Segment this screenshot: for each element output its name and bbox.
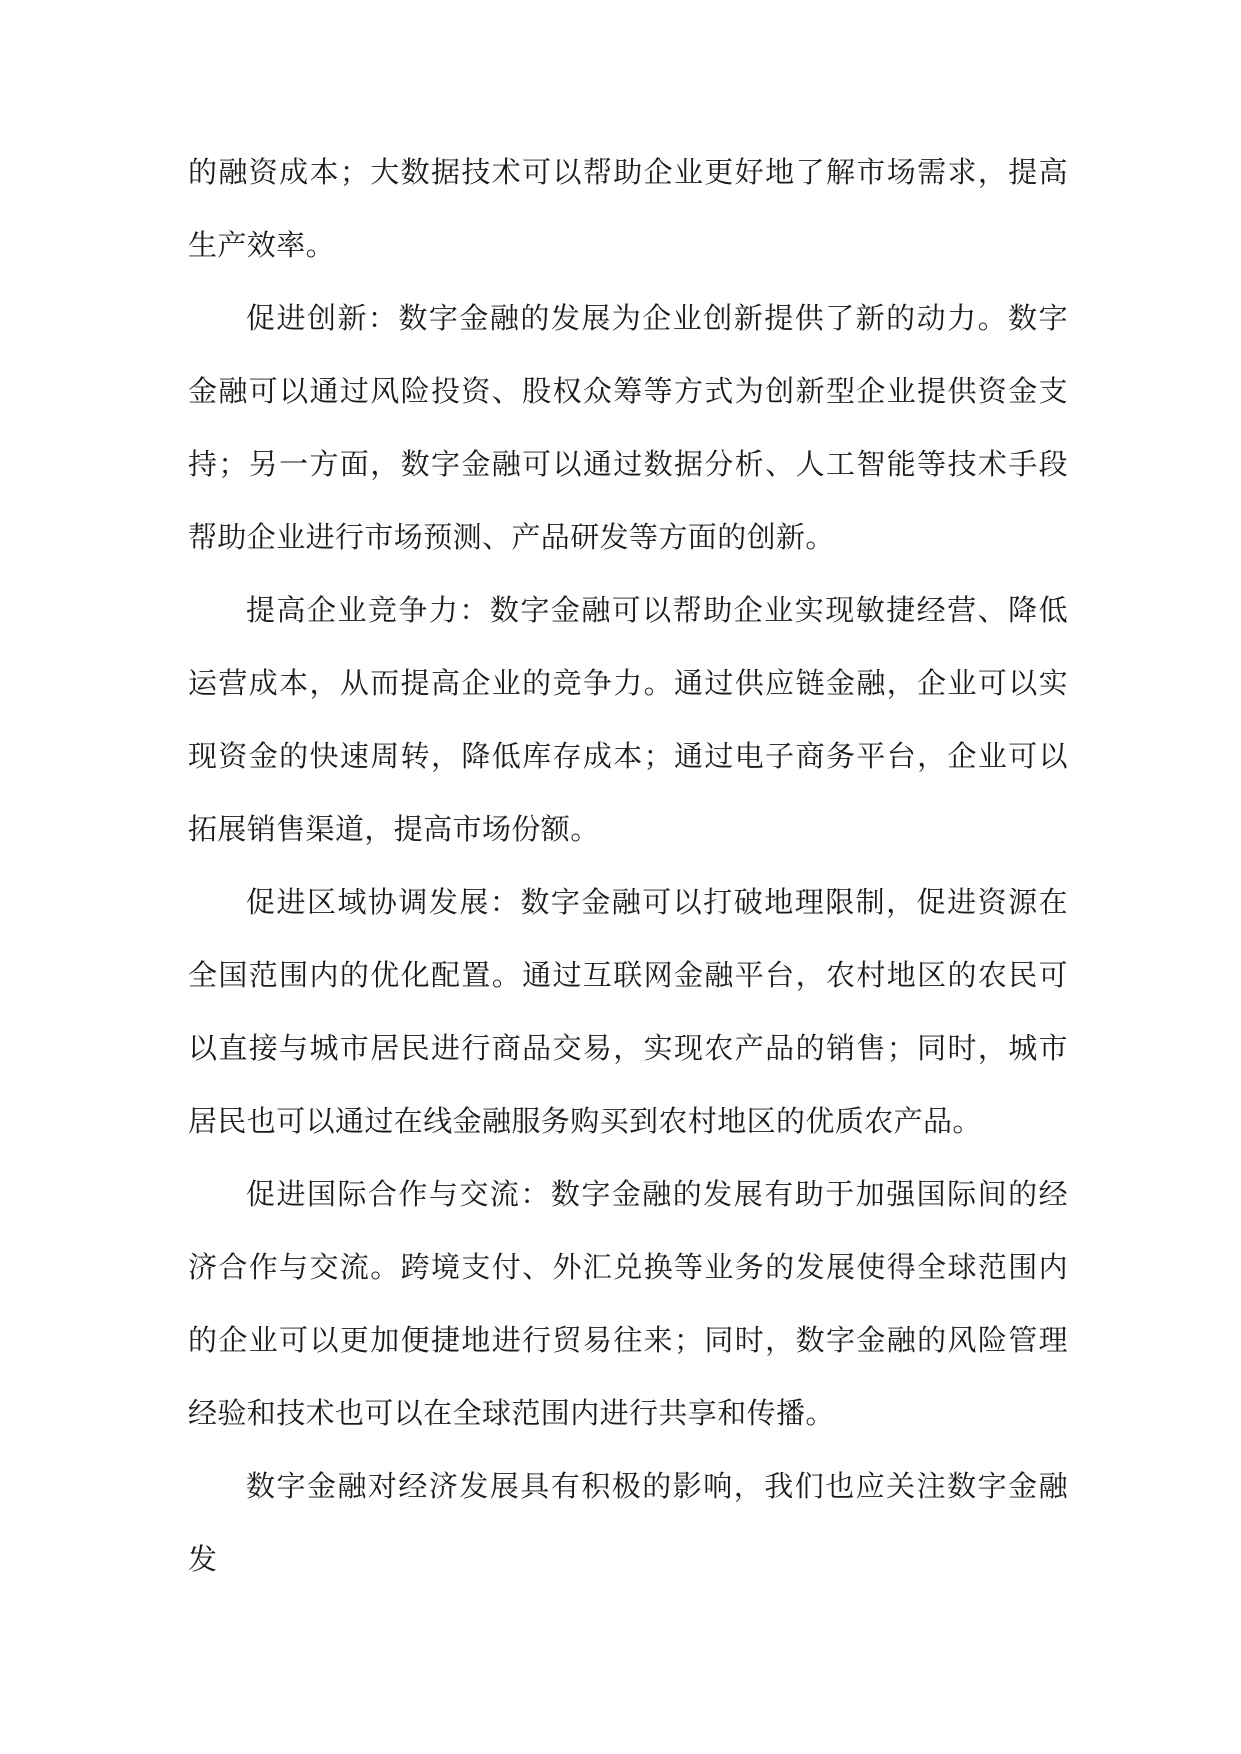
paragraph-enterprise-competitiveness: 提高企业竞争力：数字金融可以帮助企业实现敏捷经营、降低运营成本，从而提高企业的竞争力。通过供应链金融，企业可以实现资金的快速周转，降低库存成本；通过电子商务平台，企业可以拓展销售渠道，提高市场份额。 bbox=[188, 593, 1068, 846]
document-body bbox=[188, 136, 1068, 1596]
paragraph-regional-development: 促进区域协调发展：数字金融可以打破地理限制，促进资源在全国范围内的优化配置。通过互联网金融平台，农村地区的农民可以直接与城市居民进行商品交易，实现农产品的销售；同时，城市居民也可以通过在线金融服务购买到农村地区的优质农产品。 bbox=[188, 885, 1068, 1138]
paragraph-promote-innovation: 促进创新：数字金融的发展为企业创新提供了新的动力。数字金融可以通过风险投资、股权众筹等方式为创新型企业提供资金支持；另一方面，数字金融可以通过数据分析、人工智能等技术手段帮助企业进行市场预测、产品研发等方面的创新。 bbox=[188, 301, 1068, 554]
paragraph-international-cooperation: 促进国际合作与交流：数字金融的发展有助于加强国际间的经济合作与交流。跨境支付、外汇兑换等业务的发展使得全球范围内的企业可以更加便捷地进行贸易往来；同时，数字金融的风险管理经验和技术也可以在全球范围内进行共享和传播。 bbox=[188, 1177, 1068, 1430]
paragraph-financing-cost: 的融资成本；大数据技术可以帮助企业更好地了解市场需求，提高生产效率。 bbox=[188, 155, 1068, 262]
paragraph-conclusion: 数字金融对经济发展具有积极的影响，我们也应关注数字金融发 bbox=[188, 1469, 1068, 1576]
